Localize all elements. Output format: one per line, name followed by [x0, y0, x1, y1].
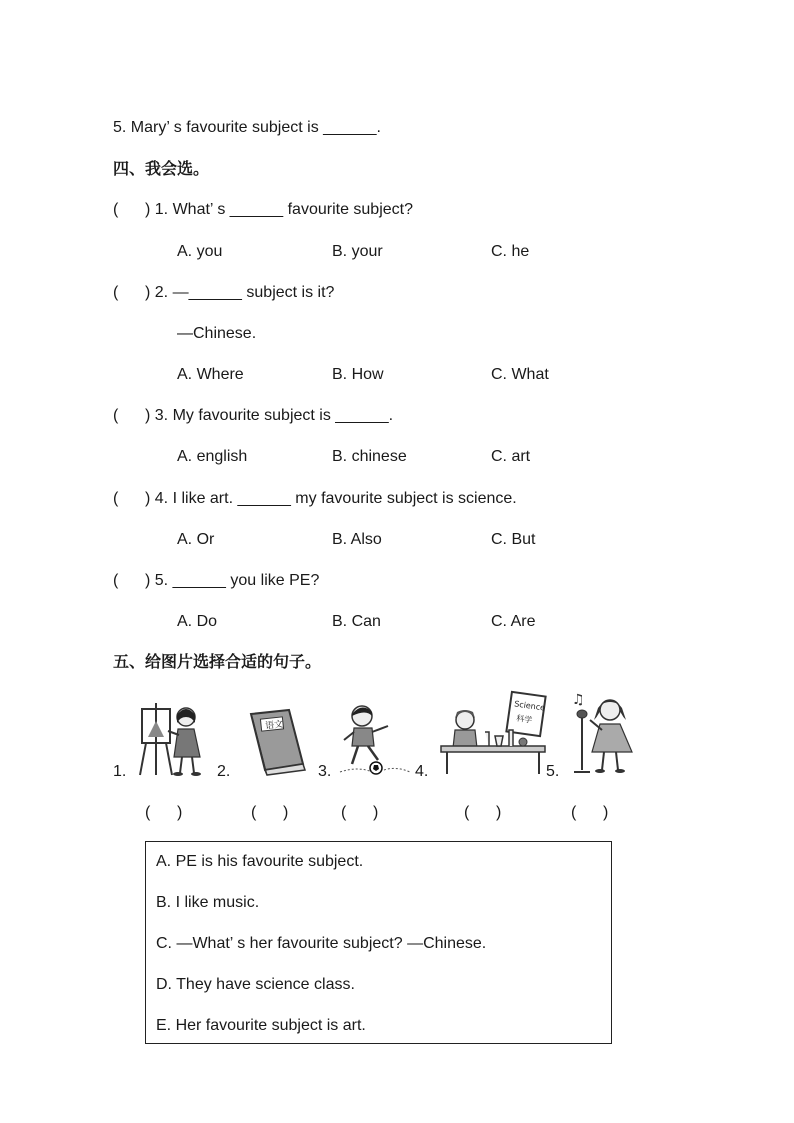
picture-5-answer-blank[interactable]: ( ) [571, 804, 609, 821]
question-1-option-b[interactable]: B. your [332, 243, 383, 260]
picture-2-answer-blank[interactable]: ( ) [251, 804, 289, 821]
question-5-option-c[interactable]: C. Are [491, 613, 536, 630]
question-2-option-a[interactable]: A. Where [177, 366, 244, 383]
sentence-c: C. —What’ s her favourite subject? —Chinese. [156, 935, 487, 952]
question-2-stem: ( ) 2. —______ subject is it? [113, 284, 335, 301]
sentence-e: E. Her favourite subject is art. [156, 1017, 366, 1034]
sentence-d: D. They have science class. [156, 976, 355, 993]
previous-question-5: 5. Mary’ s favourite subject is ______. [113, 119, 381, 136]
question-5-option-a[interactable]: A. Do [177, 613, 218, 630]
sentence-a: A. PE is his favourite subject. [156, 853, 364, 870]
question-4-option-c[interactable]: C. But [491, 531, 536, 548]
sentence-b: B. I like music. [156, 894, 260, 911]
question-3-stem: ( ) 3. My favourite subject is ______. [113, 407, 394, 424]
section-5-title: 五、给图片选择合适的句子。 [113, 654, 322, 671]
chinese-book-icon [243, 708, 309, 776]
question-1-option-c[interactable]: C. he [491, 243, 530, 260]
section-4-title: 四、我会选。 [113, 161, 210, 178]
picture-1-answer-blank[interactable]: ( ) [145, 804, 183, 821]
question-1-option-a[interactable]: A. you [177, 243, 223, 260]
question-4-stem: ( ) 4. I like art. ______ my favourite subject is science. [113, 490, 517, 507]
question-5-option-b[interactable]: B. Can [332, 613, 381, 630]
question-4-option-a[interactable]: A. Or [177, 531, 215, 548]
girl-science-lab-icon [437, 690, 549, 776]
question-2-option-b[interactable]: B. How [332, 366, 384, 383]
girl-painting-easel-icon [134, 697, 206, 777]
picture-number-1: 1. [113, 763, 127, 780]
picture-4-answer-blank[interactable]: ( ) [464, 804, 502, 821]
question-2-answer-line: —Chinese. [177, 325, 257, 342]
boy-playing-football-icon [338, 700, 412, 776]
girl-singing-microphone-icon [570, 690, 640, 776]
question-3-option-b[interactable]: B. chinese [332, 448, 407, 465]
question-3-option-a[interactable]: A. english [177, 448, 248, 465]
picture-number-3: 3. [318, 763, 332, 780]
picture-3-answer-blank[interactable]: ( ) [341, 804, 379, 821]
question-5-stem: ( ) 5. ______ you like PE? [113, 572, 320, 589]
picture-number-2: 2. [217, 763, 231, 780]
science-sign-en: Science [513, 699, 546, 713]
picture-number-5: 5. [546, 763, 560, 780]
question-4-option-b[interactable]: B. Also [332, 531, 382, 548]
science-sign-zh: 科学 [515, 713, 533, 725]
question-3-option-c[interactable]: C. art [491, 448, 531, 465]
book-label: 语文 [264, 719, 284, 732]
sentence-options-box [145, 841, 612, 1044]
svg-text:♫: ♫ [572, 692, 585, 708]
question-2-option-c[interactable]: C. What [491, 366, 549, 383]
picture-number-4: 4. [415, 763, 429, 780]
question-1-stem: ( ) 1. What’ s ______ favourite subject? [113, 201, 413, 218]
